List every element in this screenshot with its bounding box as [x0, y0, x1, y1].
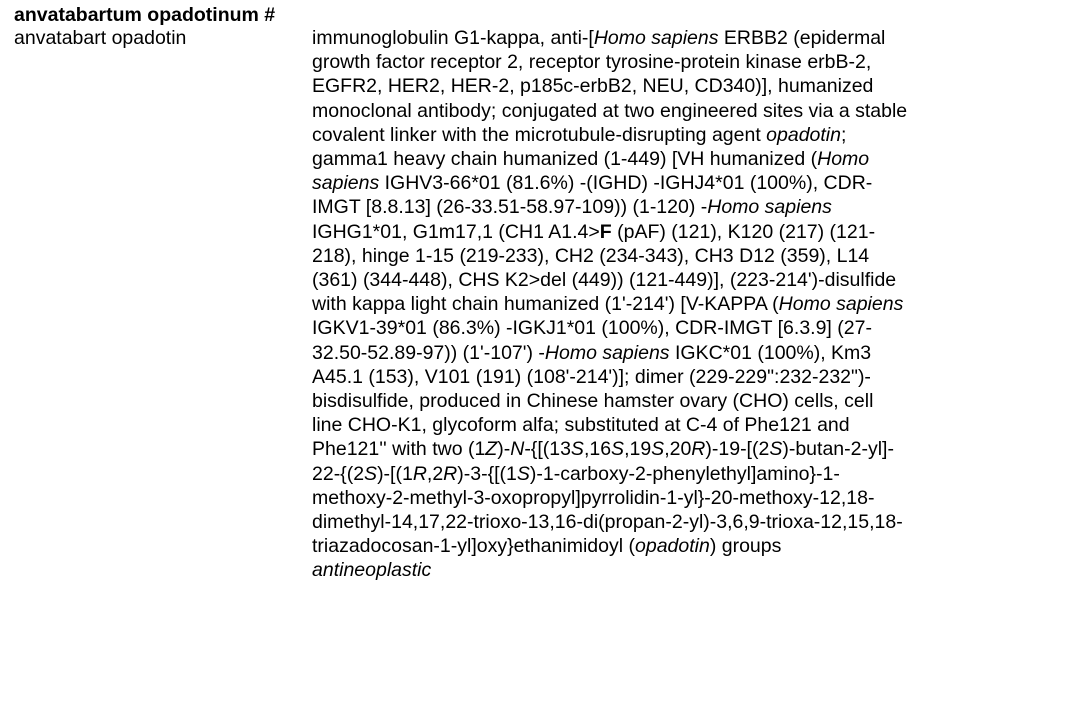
definition-segment: ERBB2 (epidermal — [718, 27, 886, 49]
definition-segment: A45.1 (153), V101 (191) (108'-214')]; dimer (229-229":232-232")- — [312, 365, 871, 388]
definition-segment: Homo sapiens — [544, 341, 670, 364]
definition-segment: )-[(1 — [377, 462, 413, 485]
definition-line — [312, 171, 1067, 195]
definition-segment: bisdisulfide, produced in Chinese hamster ovary (CHO) cells, cell — [312, 390, 874, 413]
entry-definition — [312, 26, 1067, 583]
definition-segment: R — [412, 462, 427, 485]
entry-category: antineoplastic — [312, 559, 432, 582]
definition-segment: gamma1 heavy chain humanized (1-449) [VH humanized ( — [312, 148, 818, 171]
definition-segment: N — [510, 438, 525, 461]
definition-segment: )-butan-2-yl]- — [782, 438, 894, 461]
definition-line — [312, 341, 1067, 365]
definition-line — [312, 50, 1067, 74]
definition-line — [312, 147, 1067, 171]
entry-english-name: anvatabart opadotin — [14, 27, 187, 49]
definition-line — [312, 292, 1067, 316]
definition-segment: S — [364, 462, 378, 485]
definition-segment: monoclonal antibody; conjugated at two engineered sites via a stable — [312, 99, 908, 122]
document-page — [0, 4, 1080, 703]
definition-segment: S — [516, 462, 530, 485]
definition-segment: R — [691, 438, 706, 461]
definition-segment: -{[(13 — [524, 438, 571, 461]
definition-segment: line CHO-K1, glycoform alfa; substituted at C-4 of Phe121 and — [312, 414, 850, 437]
definition-segment: R — [443, 462, 458, 485]
definition-line — [312, 389, 1067, 413]
definition-segment: (pAF) (121), K120 (217) (121- — [611, 220, 876, 243]
definition-line — [312, 437, 1067, 461]
definition-segment: dimethyl-14,17,22-trioxo-13,16-di(propan-2-yl)-3,6,9-trioxa-12,15,18- — [312, 511, 903, 534]
definition-line — [312, 268, 1067, 292]
definition-segment: S — [570, 438, 584, 461]
definition-segment: ) groups — [709, 535, 782, 558]
definition-segment: )-19-[(2 — [705, 438, 770, 461]
definition-segment: Z — [485, 438, 498, 461]
definition-segment: ,19 — [624, 438, 652, 461]
definition-segment: sapiens — [312, 172, 380, 195]
definition-segment: Homo — [817, 148, 870, 171]
definition-segment: Homo sapiens — [778, 293, 904, 316]
definition-segment: Phe121'' with two (1 — [312, 438, 486, 461]
definition-line — [312, 99, 1067, 123]
definition-segment: immunoglobulin G1-kappa, anti-[ — [312, 27, 594, 49]
definition-line — [312, 195, 1067, 219]
definition-segment: with kappa light chain humanized (1'-214') [V-KAPPA ( — [312, 293, 779, 316]
definition-segment: IGKC*01 (100%), Km3 — [669, 341, 872, 364]
definition-segment: 218), hinge 1-15 (219-233), CH2 (234-343), CH3 D12 (359), L14 — [312, 244, 870, 267]
definition-line — [312, 462, 1067, 486]
definition-line — [312, 534, 1067, 558]
definition-segment: IGHG1*01, G1m17,1 (CH1 A1.4> — [312, 220, 600, 243]
definition-line — [312, 220, 1067, 244]
definition-segment: triazadocosan-1-yl]oxy}ethanimidoyl ( — [312, 535, 635, 558]
definition-segment: )- — [497, 438, 511, 461]
definition-segment: (361) (344-448), CHS K2>del (449)) (121-449)], (223-214')-disulfide — [312, 269, 897, 292]
definition-segment: F — [599, 220, 612, 243]
definition-line — [312, 413, 1067, 437]
definition-segment: )-3-{[(1 — [457, 462, 517, 485]
definition-segment: methoxy-2-methyl-3-oxopropyl]pyrrolidin-1-yl}-20-methoxy-12,18- — [312, 486, 875, 509]
definition-segment: growth factor receptor 2, receptor tyrosine-protein kinase erbB-2, — [312, 51, 872, 74]
definition-segment: ,16 — [583, 438, 612, 461]
definition-segment: covalent linker with the microtubule-disrupting agent — [312, 123, 767, 146]
definition-segment: S — [611, 438, 625, 461]
definition-segment: opadotin — [766, 123, 841, 146]
definition-line — [312, 26, 1067, 50]
definition-segment: Homo sapiens — [707, 196, 832, 219]
entry-row — [14, 26, 1080, 583]
definition-line — [312, 510, 1067, 534]
definition-segment: Homo sapiens — [593, 27, 719, 49]
definition-text — [312, 26, 1067, 558]
definition-line — [312, 123, 1067, 147]
definition-line — [312, 74, 1067, 98]
entry-latin-name: anvatabartum opadotinum # — [14, 4, 276, 26]
definition-segment: 32.50-52.89-97)) (1'-107') - — [312, 341, 545, 364]
definition-segment: IMGT [8.8.13] (26-33.51-58.97-109)) (1-120) - — [312, 196, 708, 219]
definition-segment: EGFR2, HER2, HER-2, p185c-erbB2, NEU, CD340)], humanized — [312, 75, 874, 98]
definition-segment: S — [769, 438, 783, 461]
definition-segment: ; — [840, 123, 847, 146]
definition-segment: )-1-carboxy-2-phenylethyl]amino}-1- — [529, 462, 840, 485]
definition-segment: IGKV1-39*01 (86.3%) -IGKJ1*01 (100%), CDR-IMGT [6.3.9] (27- — [312, 317, 872, 340]
definition-segment: IGHV3-66*01 (81.6%) -(IGHD) -IGHJ4*01 (100%), CDR- — [379, 172, 873, 195]
definition-segment: ,2 — [426, 462, 444, 485]
definition-segment: 22-{(2 — [312, 462, 365, 485]
definition-segment: opadotin — [635, 535, 710, 558]
definition-line — [312, 365, 1067, 389]
definition-line — [312, 316, 1067, 340]
definition-segment: S — [651, 438, 665, 461]
definition-line — [312, 244, 1067, 268]
definition-segment: ,20 — [664, 438, 692, 461]
definition-line — [312, 486, 1067, 510]
